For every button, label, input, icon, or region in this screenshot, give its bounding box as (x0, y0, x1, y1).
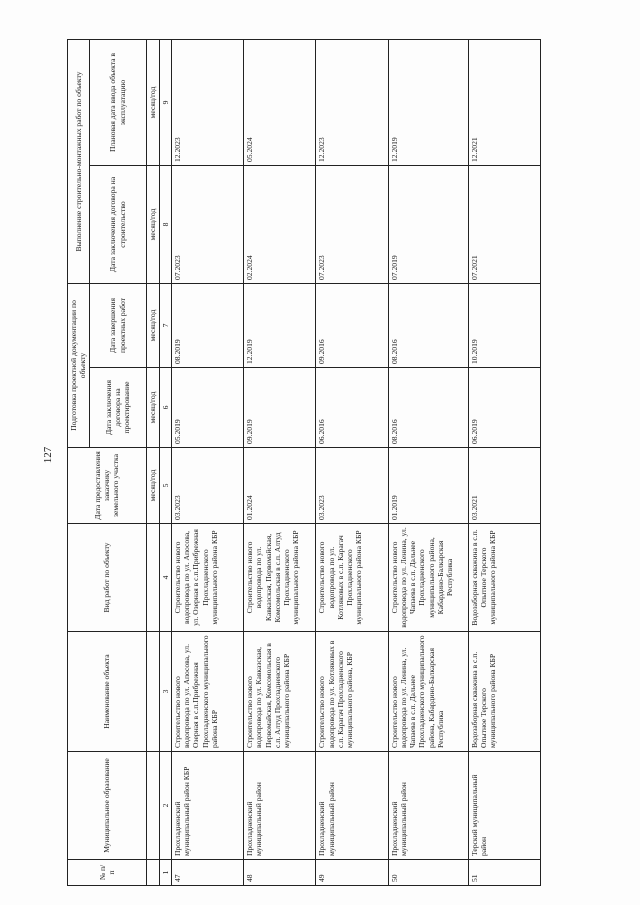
header-land-date: Дата предоставления заказчику земельного участка (68, 448, 147, 524)
row-num: 49 (316, 860, 388, 886)
column-index-cell: 2 (159, 752, 171, 860)
row-num: 50 (388, 860, 468, 886)
row-design-contract: 06.2016 (316, 368, 388, 448)
row-design-finish: 12.2019 (244, 284, 316, 368)
row-municipality: Терский муниципальный район (468, 752, 540, 860)
column-index-cell: 4 (159, 524, 171, 632)
table-row (244, 39, 316, 885)
units-cell: месяц/год (146, 166, 159, 284)
row-object-name: Строительство нового водопровода по ул. Апосова, ул. Озерная в с.п.Прибрежная Прохладненского муниципального района КБР (171, 632, 243, 752)
units-cell (146, 632, 159, 752)
row-num: 47 (171, 860, 243, 886)
row-land-date: 01.2024 (244, 448, 316, 524)
rotated-table-wrapper (67, 40, 541, 886)
units-cell: месяц/год (146, 448, 159, 524)
column-index-cell: 1 (159, 860, 171, 886)
row-commissioning: 05.2024 (244, 39, 316, 165)
row-construction-contract: 07.2021 (468, 166, 540, 284)
table-row (171, 39, 243, 885)
row-construction-contract: 07.2023 (316, 166, 388, 284)
project-schedule-table (67, 39, 541, 886)
row-land-date: 03.2023 (316, 448, 388, 524)
row-municipality: Прохладненский муниципальный район (388, 752, 468, 860)
row-municipality: Прохладненский муниципальный район (244, 752, 316, 860)
row-work-type: Строительство нового водопровода по ул. Котляковых в с.п. Карагач Прохладненского муниципального района КБР (316, 524, 388, 632)
table-row (468, 39, 540, 885)
row-construction-contract: 07.2023 (171, 166, 243, 284)
row-land-date: 03.2021 (468, 448, 540, 524)
row-work-type: Строительство нового водопровода по ул. Ленина, ул. Чапаева в с.п. Дальнее Прохладненского муниципального района, Кабардино-Балкарская Республика (388, 524, 468, 632)
row-commissioning: 12.2019 (388, 39, 468, 165)
row-object-name: Строительство нового водопровода по ул. Котляковых в с.п. Карагач Прохладненского муниципального района, КБР (316, 632, 388, 752)
column-index-row (159, 39, 171, 885)
header-row-top (68, 39, 90, 885)
row-work-type: Строительство нового водопровода по ул. Кавказская, Первомайская, Комсомольская в с.п. Алтуд Прохладненского муниципального района КБР (244, 524, 316, 632)
row-construction-contract: 02.2024 (244, 166, 316, 284)
row-commissioning: 12.2021 (468, 39, 540, 165)
row-design-finish: 09.2016 (316, 284, 388, 368)
column-index-cell: 3 (159, 632, 171, 752)
units-cell: месяц/год (146, 39, 159, 165)
column-index-cell: 8 (159, 166, 171, 284)
header-work-type: Вид работ по объекту (68, 524, 147, 632)
header-num: № п/п (68, 860, 147, 886)
row-design-finish: 08.2019 (171, 284, 243, 368)
header-design-contract: Дата заключения договора на проектирование (89, 368, 146, 448)
row-design-contract: 09.2019 (244, 368, 316, 448)
row-design-contract: 05.2019 (171, 368, 243, 448)
header-object-name: Наименование объекта (68, 632, 147, 752)
column-index-cell: 6 (159, 368, 171, 448)
row-design-contract: 08.2016 (388, 368, 468, 448)
row-design-finish: 08.2016 (388, 284, 468, 368)
page-number: 127 (42, 446, 54, 464)
row-num: 51 (468, 860, 540, 886)
header-design-group: Подготовка проектной документации по объекту (68, 284, 90, 448)
row-municipality: Прохладненский муниципальный район (316, 752, 388, 860)
header-construction-contract: Дата заключения договора на строительство (89, 166, 146, 284)
units-cell: месяц/год (146, 368, 159, 448)
row-land-date: 01.2019 (388, 448, 468, 524)
row-work-type: Строительство нового водопровода по ул. Апосова, ул. Озерная в с.п.Прибрежная Прохладненского муниципального района КБР (171, 524, 243, 632)
row-municipality: Прохладненский муниципальный район КБР (171, 752, 243, 860)
row-object-name: Водозаборная скважина в с.п. Опытное Терского муниципального района КБР (468, 632, 540, 752)
row-work-type: Водозаборная скважина в с.п. Опытное Терского муниципального района КБР (468, 524, 540, 632)
row-object-name: Строительство нового водопровода по ул. Ленина, ул. Чапаева в с.п. Дальнее Прохладненского муниципального района, Кабардино-Балкарская Республика (388, 632, 468, 752)
table-row (316, 39, 388, 885)
units-cell (146, 752, 159, 860)
column-index-cell: 9 (159, 39, 171, 165)
column-index-cell: 5 (159, 448, 171, 524)
table-row (388, 39, 468, 885)
row-construction-contract: 07.2019 (388, 166, 468, 284)
row-design-finish: 10.2019 (468, 284, 540, 368)
units-cell: месяц/год (146, 284, 159, 368)
row-object-name: Строительство нового водопровода по ул. Кавказская, Первомайская, Комсомольская в с.п. Алтуд Прохладненского муниципального района КБР (244, 632, 316, 752)
row-design-contract: 06.2019 (468, 368, 540, 448)
header-design-finish: Дата завершения проектных работ (89, 284, 146, 368)
units-cell (146, 860, 159, 886)
row-commissioning: 12.2023 (316, 39, 388, 165)
row-commissioning: 12.2023 (171, 39, 243, 165)
row-num: 48 (244, 860, 316, 886)
column-index-cell: 7 (159, 284, 171, 368)
header-commissioning: Плановая дата ввода объекта в эксплуатацию (89, 39, 146, 165)
header-construction-group: Выполнение строительно-монтажных работ по объекту (68, 39, 90, 283)
units-row (146, 39, 159, 885)
row-land-date: 03.2023 (171, 448, 243, 524)
units-cell (146, 524, 159, 632)
header-municipality: Муниципальное образование (68, 752, 147, 860)
